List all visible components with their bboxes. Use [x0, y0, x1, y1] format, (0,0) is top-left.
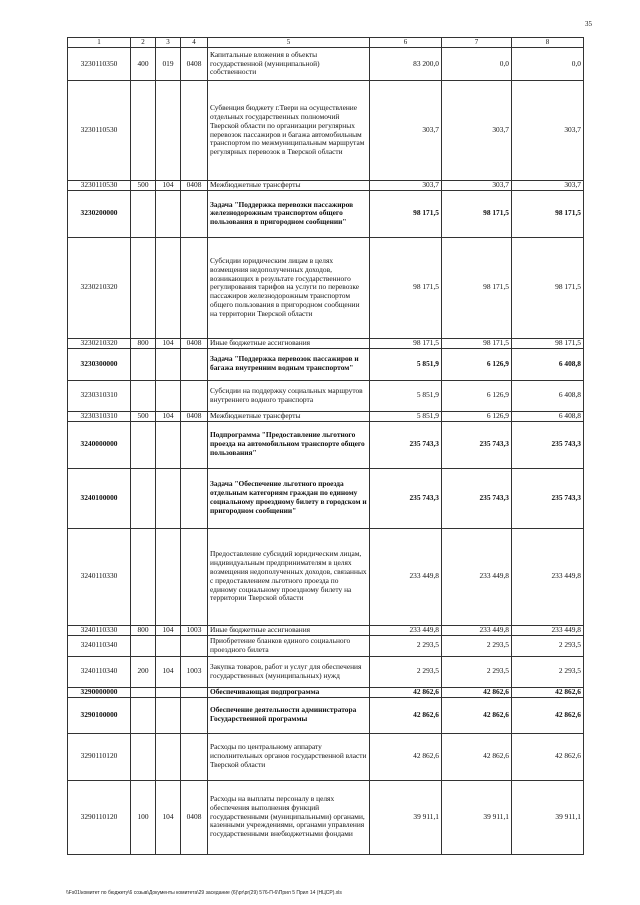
row-code: 3240110340	[68, 635, 131, 656]
row-section-code	[181, 468, 208, 528]
row-section-code	[181, 635, 208, 656]
row-section-code	[181, 528, 208, 625]
row-value-col6: 5 851,9	[370, 380, 442, 411]
row-value-col8: 0,0	[512, 48, 584, 81]
row-section-code: 1003	[181, 625, 208, 635]
row-type-code: 100	[131, 780, 156, 854]
row-value-col8: 235 743,3	[512, 468, 584, 528]
table-row	[68, 348, 584, 380]
row-code: 3240000000	[68, 421, 131, 468]
row-code: 3230210320	[68, 338, 131, 348]
column-header: 7	[442, 38, 512, 48]
row-section-code: 0408	[181, 181, 208, 191]
row-section-code: 0408	[181, 411, 208, 421]
row-section-code	[181, 190, 208, 237]
row-code: 3230110350	[68, 48, 131, 81]
row-value-col8: 39 911,1	[512, 780, 584, 854]
table-row	[68, 780, 584, 854]
row-value-col6: 303,7	[370, 81, 442, 181]
row-description: Закупка товаров, работ и услуг для обеспечения государственных (муниципальных) нужд	[208, 656, 370, 687]
row-admin-code: 019	[156, 48, 181, 81]
row-type-code	[131, 687, 156, 697]
row-value-col7: 235 743,3	[442, 468, 512, 528]
row-section-code	[181, 380, 208, 411]
row-admin-code	[156, 190, 181, 237]
table-row	[68, 687, 584, 697]
row-admin-code: 104	[156, 338, 181, 348]
table-row	[68, 697, 584, 733]
row-value-col6: 233 449,8	[370, 528, 442, 625]
row-value-col7: 42 862,6	[442, 697, 512, 733]
row-value-col7: 2 293,5	[442, 656, 512, 687]
row-description: Задача "Поддержка перевозки пассажиров железнодорожным транспортом общего пользования в пригородном сообщении"	[208, 190, 370, 237]
row-description: Задача "Поддержка перевозок пассажиров и багажа внутренним водным транспортом"	[208, 348, 370, 380]
table-row	[68, 237, 584, 338]
row-value-col6: 5 851,9	[370, 348, 442, 380]
column-header: 1	[68, 38, 131, 48]
row-admin-code	[156, 81, 181, 181]
row-description: Расходы на выплаты персоналу в целях обеспечения выполнения функций государственными (муниципальными) органами, казенными учреждениями, органами управления государственными внебюджетными фондами	[208, 780, 370, 854]
table-row	[68, 48, 584, 81]
row-value-col8: 42 862,6	[512, 687, 584, 697]
row-value-col8: 2 293,5	[512, 635, 584, 656]
table-row	[68, 468, 584, 528]
table-row	[68, 411, 584, 421]
row-code: 3230300000	[68, 348, 131, 380]
row-value-col6: 39 911,1	[370, 780, 442, 854]
table-row	[68, 190, 584, 237]
row-value-col7: 233 449,8	[442, 625, 512, 635]
row-description: Межбюджетные трансферты	[208, 411, 370, 421]
table-row	[68, 635, 584, 656]
row-type-code: 800	[131, 338, 156, 348]
row-value-col6: 235 743,3	[370, 468, 442, 528]
file-path-footer: \\Fs01\комитет по бюджету\6 созыв\Документы комитета\29 заседание (6)\pr\pr(29) 576-П-6\Прил 5 Прил 14 (НЦСР).xls	[66, 890, 342, 896]
column-header: 2	[131, 38, 156, 48]
row-admin-code: 104	[156, 780, 181, 854]
row-type-code	[131, 421, 156, 468]
row-description: Субсидии на поддержку социальных маршрутов внутреннего водного транспорта	[208, 380, 370, 411]
row-value-col7: 235 743,3	[442, 421, 512, 468]
row-value-col6: 2 293,5	[370, 635, 442, 656]
row-value-col7: 6 126,9	[442, 380, 512, 411]
row-section-code: 0408	[181, 338, 208, 348]
row-description: Капитальные вложения в объекты государственной (муниципальной) собственности	[208, 48, 370, 81]
row-section-code	[181, 733, 208, 780]
row-value-col8: 42 862,6	[512, 733, 584, 780]
row-value-col8: 303,7	[512, 81, 584, 181]
row-admin-code	[156, 380, 181, 411]
table-row	[68, 625, 584, 635]
row-description: Обеспечивающая подпрограмма	[208, 687, 370, 697]
row-admin-code: 104	[156, 625, 181, 635]
table-row	[68, 181, 584, 191]
row-value-col6: 42 862,6	[370, 687, 442, 697]
row-value-col6: 98 171,5	[370, 190, 442, 237]
row-type-code	[131, 190, 156, 237]
row-admin-code: 104	[156, 181, 181, 191]
row-type-code	[131, 635, 156, 656]
row-type-code: 200	[131, 656, 156, 687]
row-value-col6: 42 862,6	[370, 733, 442, 780]
row-value-col6: 2 293,5	[370, 656, 442, 687]
row-value-col8: 233 449,8	[512, 625, 584, 635]
row-code: 3230200000	[68, 190, 131, 237]
row-value-col8: 2 293,5	[512, 656, 584, 687]
row-code: 3240100000	[68, 468, 131, 528]
row-code: 3290100000	[68, 697, 131, 733]
row-section-code	[181, 81, 208, 181]
row-value-col8: 6 408,8	[512, 411, 584, 421]
row-value-col6: 98 171,5	[370, 338, 442, 348]
row-value-col7: 6 126,9	[442, 348, 512, 380]
row-value-col7: 98 171,5	[442, 237, 512, 338]
row-value-col6: 98 171,5	[370, 237, 442, 338]
row-description: Приобретение бланков единого социального проездного билета	[208, 635, 370, 656]
row-code: 3230310310	[68, 380, 131, 411]
row-code: 3240110330	[68, 625, 131, 635]
row-value-col6: 233 449,8	[370, 625, 442, 635]
row-value-col7: 6 126,9	[442, 411, 512, 421]
table-row	[68, 81, 584, 181]
column-header: 4	[181, 38, 208, 48]
row-description: Субвенция бюджету г.Твери на осуществление отдельных государственных полномочий Тверской области по организации регулярных перевозок пассажиров и багажа автомобильным транспортом по межмуниципальным маршрутам регулярных перевозок в Тверской области	[208, 81, 370, 181]
table-row	[68, 656, 584, 687]
row-value-col7: 2 293,5	[442, 635, 512, 656]
table-row	[68, 338, 584, 348]
table-header-row	[68, 38, 584, 48]
budget-table	[67, 37, 584, 855]
row-description: Расходы по центральному аппарату исполнительных органов государственной власти Тверской области	[208, 733, 370, 780]
row-section-code: 0408	[181, 48, 208, 81]
row-value-col8: 303,7	[512, 181, 584, 191]
row-code: 3230110530	[68, 81, 131, 181]
row-value-col7: 303,7	[442, 81, 512, 181]
row-code: 3240110340	[68, 656, 131, 687]
row-value-col6: 42 862,6	[370, 697, 442, 733]
row-admin-code	[156, 348, 181, 380]
row-type-code	[131, 697, 156, 733]
row-value-col7: 39 911,1	[442, 780, 512, 854]
row-section-code	[181, 237, 208, 338]
row-code: 3290110120	[68, 733, 131, 780]
row-admin-code	[156, 528, 181, 625]
row-code: 3230210320	[68, 237, 131, 338]
column-header: 6	[370, 38, 442, 48]
row-type-code	[131, 733, 156, 780]
table-row	[68, 380, 584, 411]
row-section-code: 1003	[181, 656, 208, 687]
row-section-code	[181, 687, 208, 697]
row-description: Обеспечение деятельности администратора Государственной программы	[208, 697, 370, 733]
row-value-col8: 98 171,5	[512, 190, 584, 237]
row-type-code	[131, 237, 156, 338]
row-type-code: 400	[131, 48, 156, 81]
row-description: Субсидии юридическим лицам в целях возмещения недополученных доходов, возникающих в результате государственного регулирования тарифов на услуги по перевозке пассажиров железнодорожным транспортом общего пользования в пригородном сообщении на территории Тверской области	[208, 237, 370, 338]
column-header: 8	[512, 38, 584, 48]
row-section-code	[181, 697, 208, 733]
row-type-code	[131, 468, 156, 528]
row-value-col7: 98 171,5	[442, 338, 512, 348]
row-value-col6: 235 743,3	[370, 421, 442, 468]
row-type-code	[131, 380, 156, 411]
row-value-col7: 42 862,6	[442, 733, 512, 780]
row-description: Предоставление субсидий юридическим лицам, индивидуальным предпринимателям в целях возмещения недополученных доходов, связанных с предоставлением льготного проезда по единому социальному проездному билету на территории Тверской области	[208, 528, 370, 625]
row-section-code	[181, 421, 208, 468]
row-type-code: 800	[131, 625, 156, 635]
row-value-col8: 98 171,5	[512, 237, 584, 338]
row-value-col6: 303,7	[370, 181, 442, 191]
row-description: Иные бюджетные ассигнования	[208, 338, 370, 348]
row-value-col7: 303,7	[442, 181, 512, 191]
row-value-col8: 42 862,6	[512, 697, 584, 733]
row-admin-code: 104	[156, 411, 181, 421]
row-type-code	[131, 528, 156, 625]
row-value-col8: 6 408,8	[512, 380, 584, 411]
row-type-code	[131, 348, 156, 380]
row-description: Задача "Обеспечение льготного проезда отдельным категориям граждан по единому социальному проездному билету в городском и пригородном сообщении"	[208, 468, 370, 528]
row-value-col7: 0,0	[442, 48, 512, 81]
row-value-col8: 6 408,8	[512, 348, 584, 380]
row-type-code: 500	[131, 411, 156, 421]
row-section-code	[181, 348, 208, 380]
row-admin-code: 104	[156, 656, 181, 687]
row-admin-code	[156, 697, 181, 733]
row-value-col8: 98 171,5	[512, 338, 584, 348]
row-value-col6: 83 200,0	[370, 48, 442, 81]
page-number: 35	[585, 20, 592, 28]
row-admin-code	[156, 421, 181, 468]
row-admin-code	[156, 733, 181, 780]
row-code: 3230310310	[68, 411, 131, 421]
table-row	[68, 733, 584, 780]
row-description: Иные бюджетные ассигнования	[208, 625, 370, 635]
row-value-col7: 98 171,5	[442, 190, 512, 237]
row-admin-code	[156, 635, 181, 656]
row-description: Подпрограмма "Предоставление льготного проезда на автомобильном транспорте общего пользования"	[208, 421, 370, 468]
table-row	[68, 528, 584, 625]
row-value-col8: 233 449,8	[512, 528, 584, 625]
row-section-code: 0408	[181, 780, 208, 854]
row-value-col7: 233 449,8	[442, 528, 512, 625]
column-header: 3	[156, 38, 181, 48]
row-value-col8: 235 743,3	[512, 421, 584, 468]
table-row	[68, 421, 584, 468]
row-value-col7: 42 862,6	[442, 687, 512, 697]
row-admin-code	[156, 687, 181, 697]
row-code: 3240110330	[68, 528, 131, 625]
row-code: 3290110120	[68, 780, 131, 854]
row-code: 3230110530	[68, 181, 131, 191]
row-type-code: 500	[131, 181, 156, 191]
row-admin-code	[156, 468, 181, 528]
row-type-code	[131, 81, 156, 181]
column-header: 5	[208, 38, 370, 48]
row-value-col6: 5 851,9	[370, 411, 442, 421]
row-description: Межбюджетные трансферты	[208, 181, 370, 191]
table-body	[68, 48, 584, 855]
row-admin-code	[156, 237, 181, 338]
row-code: 3290000000	[68, 687, 131, 697]
